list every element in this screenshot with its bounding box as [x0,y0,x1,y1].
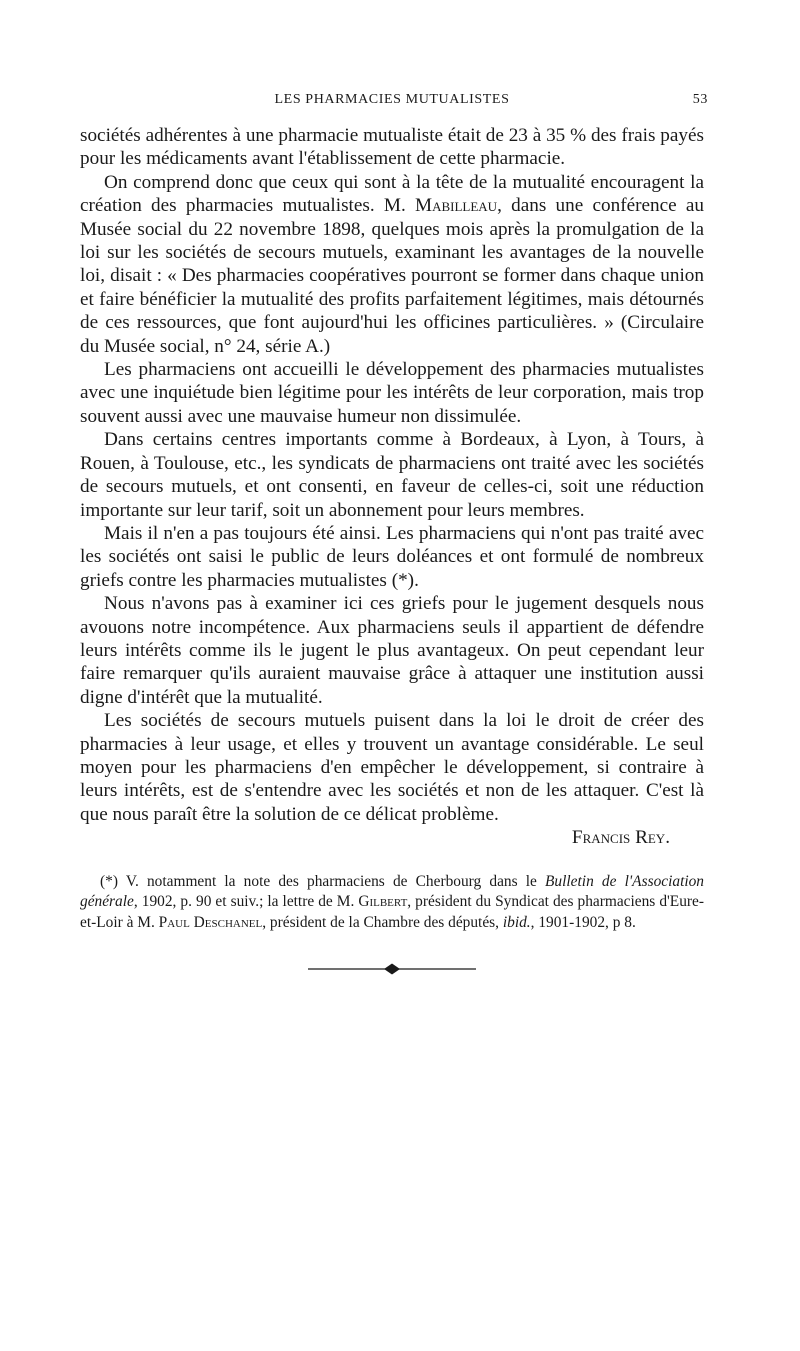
footnote-text-1: V. notamment la note des pharmaciens de Cherbourg dans le [125,872,546,890]
footnote [80,872,704,934]
running-title: LES PHARMACIES MUTUALISTES [274,92,510,107]
footnote-text-4: , président de la Chambre des députés, [262,913,503,931]
footnote-name-deschanel: Paul Deschanel [158,913,263,931]
page-number: 53 [692,92,708,107]
footnote-title-bulletin: Bulletin de l'Association générale [80,872,705,911]
paragraph-6: Nous n'avons pas à examiner ici ces griefs pour le jugement desquels nous avouons notre incompétence. Aux pharmaciens seuls il appartient de défendre leurs intérêts comme ils le jugent le plus avantageux. On peut cependant leur faire remarquer qu'ils auraient mauvaise grâce à attaquer une institution aussi digne d'intérêt que la mutualité. [80,593,704,708]
page [80,88,708,975]
diamond-rule-icon [308,963,476,975]
footnote-marker: (*) [100,872,126,890]
body-text [80,124,704,826]
running-head [80,88,708,112]
paragraph-2-text-b: , dans une conférence au Musée social du 22 novembre 1898, quelques mois après la promulgation de la loi sur les sociétés de secours mutuels, examinant les avantages de la nouvelle loi, disait : « Des pharmacies coopératives pourront se former dans chaque union et faire bénéficier la mutualité des profits parfaitement légitimes, mais détournés de ces ressources, que font aujourd'hui les officines particulières. » (Circulaire du Musée social, n° 24, série A.) [80,195,704,357]
footnote-text-5: , 1901-1902, p 8. [530,913,636,931]
footnote-text-2: , 1902, p. 90 et suiv.; la lettre de M. [133,893,359,911]
paragraph-2 [80,171,704,358]
footnote-ibid: ibid. [502,913,531,931]
paragraph-3: Les pharmaciens ont accueilli le développement des pharmacies mutualistes avec une inquiétude bien légitime pour les intérêts de leur corporation, mais trop souvent aussi avec une mauvaise humeur non dissimulée. [80,359,704,427]
author-signature: Francis Rey. [571,827,670,849]
footnote-text-3: , président du Syndicat des pharmaciens d'Eure-et-Loir à M. [80,893,704,931]
end-ornament-rule [308,963,476,975]
paragraph-7: Les sociétés de secours mutuels puisent dans la loi le droit de créer des pharmacies à leur usage, et elles y trouvent un avantage considérable. Le seul moyen pour les pharmaciens d'en empêcher le développement, si contraire à leurs intérêts, est de s'entendre avec les sociétés et non de les attaquer. C'est là que nous paraît être la solution de ce délicat problème. [80,710,704,825]
paragraph-1: sociétés adhérentes à une pharmacie mutualiste était de 23 à 35 % des frais payés pour les médicaments avant l'établissement de cette pharmacie. [80,125,704,170]
paragraph-5: Mais il n'en a pas toujours été ainsi. Les pharmaciens qui n'ont pas traité avec les sociétés ont saisi le public de leurs doléances et ont formulé de nombreux griefs contre les pharmacies mutualistes (*). [80,522,704,591]
paragraph-2-text-a: On comprend donc que ceux qui sont à la tête de la mutualité encouragent la création des pharmacies mutualistes. M. [80,171,704,217]
footnote-name-gilbert: Gilbert [358,893,408,911]
person-name-mabilleau: Mabilleau [415,195,498,217]
paragraph-4: Dans certains centres importants comme à Bordeaux, à Lyon, à Tours, à Rouen, à Toulouse, etc., les syndicats de pharmaciens ont traité avec les sociétés de secours mutuels, et ont consenti, en faveur de celles-ci, soit une réduction importante sur leur tarif, soit un abonnement pour leurs membres. [80,429,704,521]
